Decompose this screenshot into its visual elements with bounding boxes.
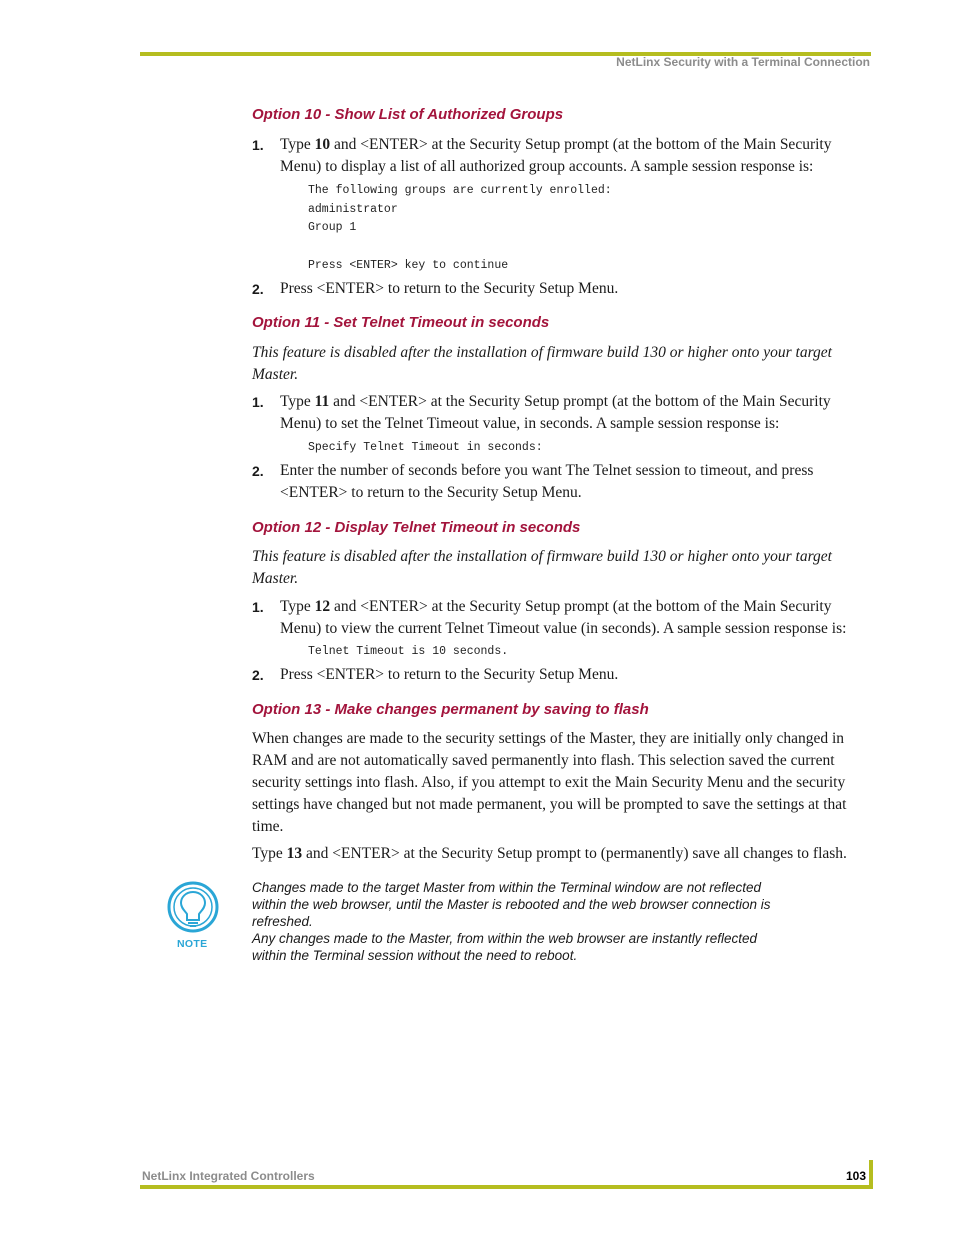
page-number: 103 <box>845 1169 866 1183</box>
opt12-step-2 <box>252 664 852 686</box>
step-text: Press <ENTER> to return to the Security Setup Menu. <box>280 280 619 297</box>
step-number: 1. <box>252 394 264 410</box>
opt12-disabled-note: This feature is disabled after the installation of firmware build 130 or higher onto your target Master. <box>252 548 832 587</box>
opt10-step-2 <box>252 278 852 300</box>
opt13-type-line <box>252 843 852 865</box>
note-paragraph: Changes made to the target Master from within the Terminal window are not reflected within the web browser, until the Master is rebooted and the web browser connection is refreshed. <box>252 880 771 929</box>
step-text: Type <box>280 393 315 410</box>
heading-option-11: Option 11 - Set Telnet Timeout in seconds <box>252 314 550 331</box>
step-text: and <ENTER> at the Security Setup prompt (at the bottom of the Main Security Menu) to set the Telnet Timeout value, in seconds. A sample session response is: <box>280 393 831 432</box>
step-number: 1. <box>252 137 264 153</box>
step-text: Type <box>280 598 315 615</box>
step-text: Type <box>280 136 315 153</box>
step-text: and <ENTER> at the Security Setup prompt (at the bottom of the Main Security Menu) to display a list of all authorized group accounts. A sample session response is: <box>280 136 832 175</box>
step-text: and <ENTER> at the Security Setup prompt (at the bottom of the Main Security Menu) to view the current Telnet Timeout value (in seconds). A sample session response is: <box>280 598 847 637</box>
opt10-step-1 <box>252 134 852 178</box>
option-number: 13 <box>286 845 303 862</box>
opt12-step-1 <box>252 596 852 640</box>
option-number: 10 <box>314 136 331 153</box>
step-text: Press <ENTER> to return to the Security Setup Menu. <box>280 666 619 683</box>
opt12-session-response: Telnet Timeout is 10 seconds. <box>308 645 509 658</box>
opt13-body: When changes are made to the security settings of the Master, they are initially only changed in RAM and are not automatically saved permanently into flash. This selection saved the current security settings into flash. Also, if you attempt to exit the Main Security Menu and the security settings have changed but not made permanent, you will be prompted to save the settings at that time. <box>252 730 847 835</box>
body-text: Type <box>252 845 287 862</box>
running-header: NetLinx Security with a Terminal Connection <box>616 55 870 69</box>
option-number: 12 <box>314 598 331 615</box>
step-text: Enter the number of seconds before you want The Telnet session to timeout, and press <ENTER> to return to the Security Setup Menu. <box>280 462 814 501</box>
step-number: 2. <box>252 463 264 479</box>
heading-option-12: Option 12 - Display Telnet Timeout in seconds <box>252 519 581 536</box>
step-number: 1. <box>252 599 264 615</box>
opt11-session-response: Specify Telnet Timeout in seconds: <box>308 441 543 454</box>
opt11-step-1 <box>252 391 852 435</box>
opt11-step-2 <box>252 460 852 504</box>
footer-rule <box>140 1185 873 1189</box>
note-label: NOTE <box>177 938 208 950</box>
step-number: 2. <box>252 667 264 683</box>
heading-option-10: Option 10 - Show List of Authorized Groups <box>252 106 564 123</box>
opt11-disabled-note: This feature is disabled after the installation of firmware build 130 or higher onto your target Master. <box>252 344 832 383</box>
opt10-session-response: The following groups are currently enrolled: administrator Group 1 Press <ENTER> key to continue <box>308 184 612 272</box>
option-number: 11 <box>314 393 330 410</box>
heading-option-13: Option 13 - Make changes permanent by saving to flash <box>252 701 649 718</box>
note-text <box>252 879 792 964</box>
note-paragraph: Any changes made to the Master, from within the web browser are instantly reflected within the Terminal session without the need to reboot. <box>252 931 757 963</box>
body-text: and <ENTER> at the Security Setup prompt to (permanently) save all changes to flash. <box>302 845 847 862</box>
step-number: 2. <box>252 281 264 297</box>
footer-product-name: NetLinx Integrated Controllers <box>142 1169 315 1183</box>
